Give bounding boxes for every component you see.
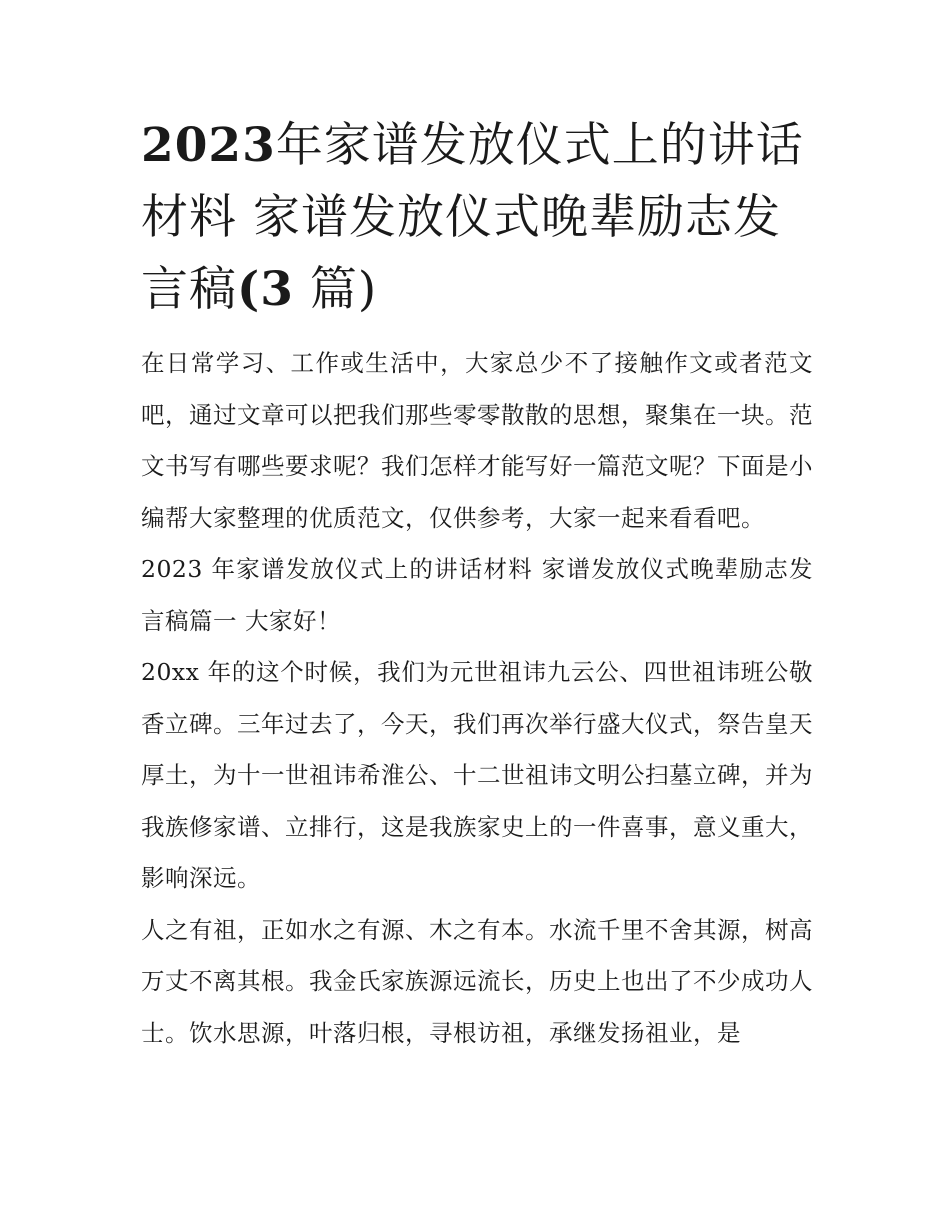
body-paragraph: 人之有祖，正如水之有源、木之有本。水流千里不舍其源，树高万丈不离其根。我金氏家族源远流长，历史上也出了不少成功人士。饮水思源，叶落归根，寻根访祖，承继发扬祖业，是 (141, 915, 813, 1047)
title-text: 年家谱发放仪式上的讲话材料 家谱发放仪式晚辈励志发言稿 (141, 118, 804, 317)
section-heading-paragraph: 2023 年家谱发放仪式上的讲话材料 家谱发放仪式晚辈励志发言稿篇一 大家好！ (141, 555, 813, 635)
title-paren-close: 篇) (293, 262, 378, 317)
document-page (141, 110, 813, 1059)
title-year: 2023 (141, 118, 276, 173)
document-title (141, 110, 813, 326)
body-paragraph: 20xx 年的这个时候，我们为元世祖讳九云公、四世祖讳班公敬香立碑。三年过去了，今天，我们再次举行盛大仪式，祭告皇天厚土，为十一世祖讳希淮公、十二世祖讳文明公扫墓立碑，并为我族修家谱、立排行，这是我族家史上的一件喜事，意义重大，影响深远。 (141, 658, 813, 892)
title-paren-open: ( (237, 262, 261, 317)
title-count: 3 (260, 262, 294, 317)
intro-paragraph: 在日常学习、工作或生活中，大家总少不了接触作文或者范文吧，通过文章可以把我们那些零零散散的思想，聚集在一块。范文书写有哪些要求呢？我们怎样才能写好一篇范文呢？下面是小编帮大家整理的优质范文，仅供参考，大家一起来看看吧。 (141, 349, 813, 532)
